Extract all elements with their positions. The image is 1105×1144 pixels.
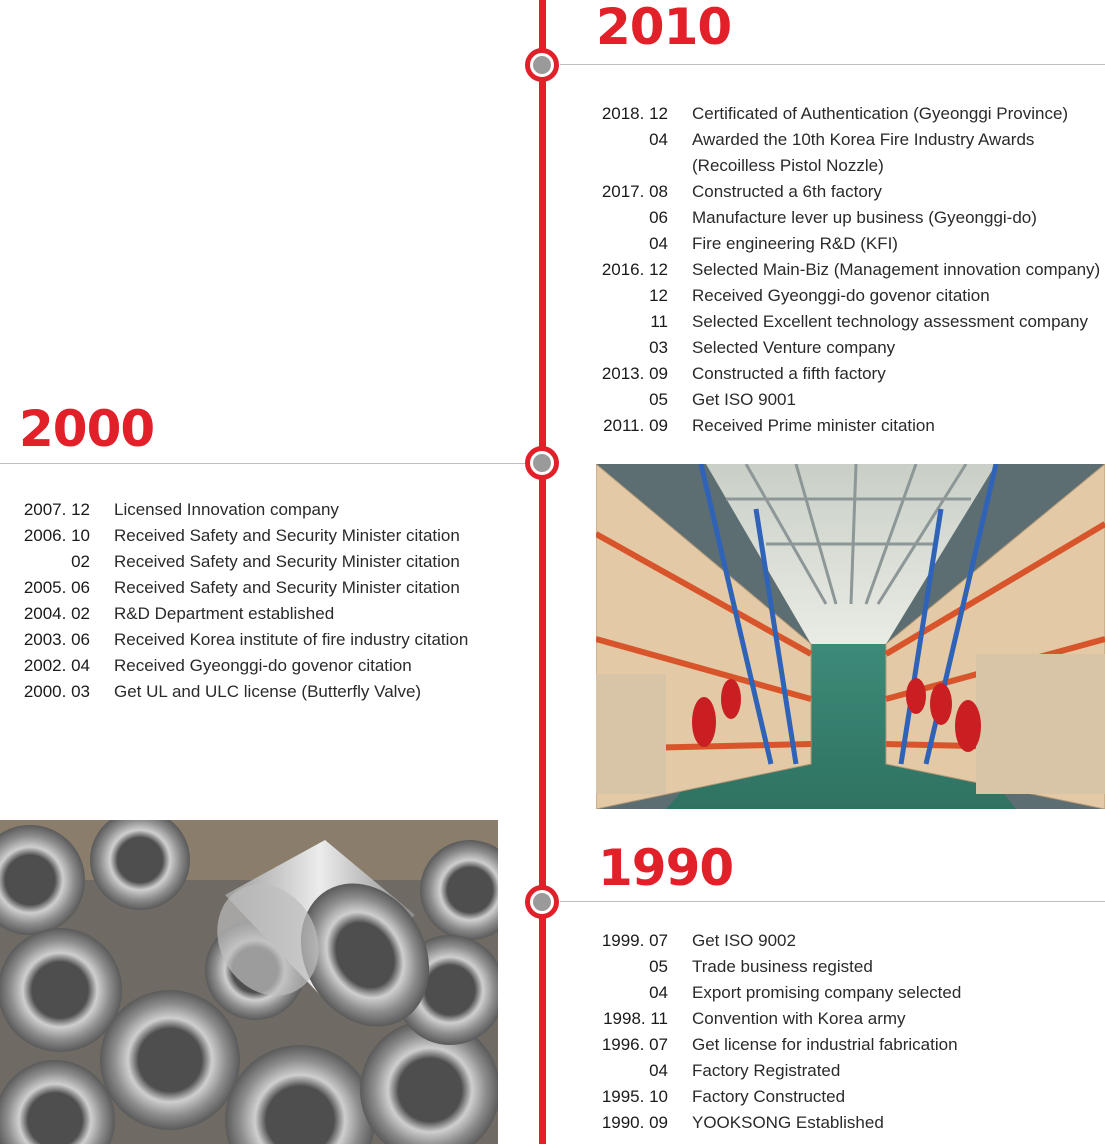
metal-fittings-photo [0,820,498,1144]
event-date: 02 [71,552,90,571]
history-event [598,101,1105,127]
event-text: Factory Constructed [692,1087,846,1106]
event-date: 1995. 10 [601,1087,668,1106]
event-date: 2000. 03 [23,682,90,701]
era-1990-events [598,928,1105,1136]
history-event [20,523,520,549]
event-date: 2007. 12 [23,500,90,519]
event-date: 1998. 11 [603,1009,668,1028]
era-2000-divider [0,463,528,464]
event-text: Received Safety and Security Minister citation [114,552,460,571]
history-event [598,954,1105,980]
event-text: Selected Main-Biz (Management innovation company) [692,260,1101,279]
history-event [598,283,1105,309]
history-event [598,1058,1105,1084]
event-date: 04 [649,130,668,149]
history-event [598,928,1105,954]
history-event [20,679,520,705]
event-text: Licensed Innovation company [114,500,339,519]
history-event [20,549,520,575]
history-event [20,575,520,601]
history-event [598,413,1105,439]
history-event [598,980,1105,1006]
event-text: YOOKSONG Established [692,1113,884,1132]
event-date: 2005. 06 [23,578,90,597]
event-date: 2016. 12 [601,260,668,279]
history-event [598,231,1105,257]
event-date: 1999. 07 [601,931,668,950]
event-text: Received Gyeonggi-do govenor citation [114,656,412,675]
era-2000-year: 2000 [19,400,155,458]
era-2010-year: 2010 [596,0,732,56]
event-text: Received Gyeonggi-do govenor citation [692,286,990,305]
event-text: Constructed a fifth factory [692,364,886,383]
history-event [598,1006,1105,1032]
event-text: Factory Registrated [692,1061,841,1080]
event-date: 06 [649,208,668,227]
timeline-node-1990 [525,885,559,919]
event-date: 03 [649,338,668,357]
event-date: 04 [649,983,668,1002]
timeline-line [539,0,546,1144]
history-event [20,601,520,627]
event-text: R&D Department established [114,604,335,623]
event-date: 1990. 09 [601,1113,668,1132]
history-event [598,309,1105,335]
event-date: 2017. 08 [601,182,668,201]
event-text: Trade business registed [692,957,873,976]
event-date: 2004. 02 [23,604,90,623]
history-event [598,387,1105,413]
event-text: Certificated of Authentication (Gyeonggi Province) [692,104,1069,123]
history-event [20,653,520,679]
event-date: 05 [649,957,668,976]
history-event [598,1084,1105,1110]
history-event [598,179,1105,205]
history-event [598,1032,1105,1058]
event-text: Received Korea institute of fire industry citation [114,630,469,649]
event-text: Manufacture lever up business (Gyeonggi-do) [692,208,1037,227]
event-date: 11 [650,312,668,331]
warehouse-photo [596,464,1105,809]
event-text: Get license for industrial fabrication [692,1035,958,1054]
event-date: 1996. 07 [601,1035,668,1054]
event-text: Fire engineering R&D (KFI) [692,234,898,253]
timeline-node-2000 [525,446,559,480]
era-1990-divider [560,901,1105,902]
event-text: Get UL and ULC license (Butterfly Valve) [114,682,422,701]
event-text: Convention with Korea army [692,1009,906,1028]
era-2010-divider [560,64,1105,65]
history-event [20,497,520,523]
event-date: 2006. 10 [23,526,90,545]
history-event [598,257,1105,283]
event-date: 04 [649,1061,668,1080]
event-date: 04 [649,234,668,253]
era-2010-events [598,101,1105,439]
event-text: Received Safety and Security Minister citation [114,578,460,597]
history-event [20,627,520,653]
timeline-node-2010 [525,48,559,82]
history-event [598,127,1105,179]
era-2000-events [20,497,520,705]
event-text: Export promising company selected [692,983,962,1002]
event-date: 12 [649,286,668,305]
history-event [598,361,1105,387]
event-date: 2018. 12 [601,104,668,123]
era-1990-year: 1990 [598,839,734,897]
event-text: Constructed a 6th factory [692,182,882,201]
event-text: Get ISO 9001 [692,390,796,409]
event-text: Get ISO 9002 [692,931,796,950]
history-event [598,335,1105,361]
event-date: 2013. 09 [601,364,668,383]
event-text: Received Safety and Security Minister citation [114,526,460,545]
event-text: Selected Venture company [692,338,896,357]
history-event [598,205,1105,231]
history-event [598,1110,1105,1136]
event-text: Awarded the 10th Korea Fire Industry Awards (Recoilless Pistol Nozzle) [692,130,1035,175]
event-date: 2011. 09 [603,416,668,435]
event-text: Received Prime minister citation [692,416,935,435]
event-date: 05 [649,390,668,409]
event-date: 2003. 06 [23,630,90,649]
event-date: 2002. 04 [23,656,90,675]
event-text: Selected Excellent technology assessment company [692,312,1088,331]
